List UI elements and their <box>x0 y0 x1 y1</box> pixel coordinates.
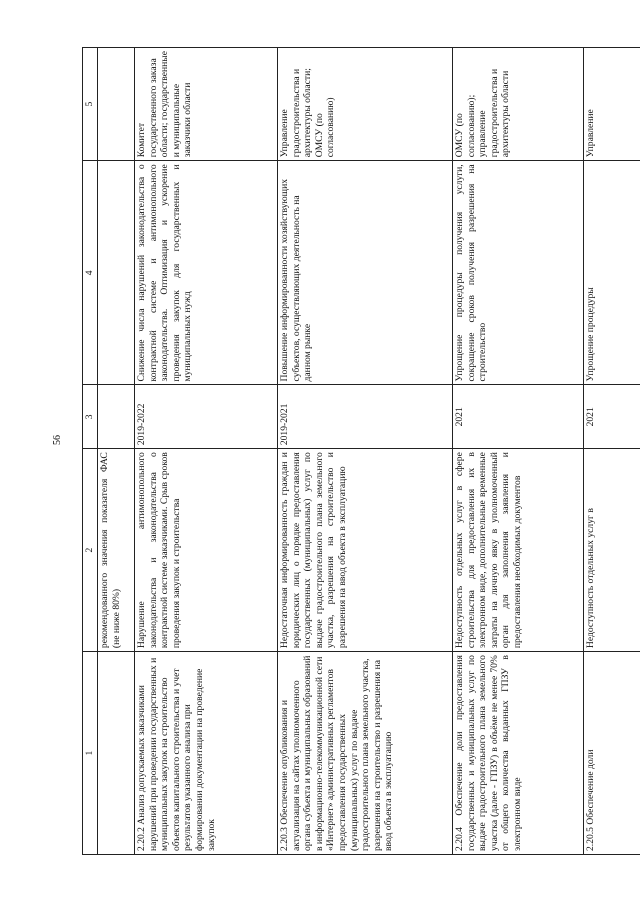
cell-measure: 2.20.2 Анализ допускаемых заказчиками нарушений при проведении государственных и муниципальных закупок на строительство объектов капитального строительства и учет результатов указанного анализа при формировании документации на проведение закупок <box>135 652 278 855</box>
cell-problem: Недоступность отдельных услуг в сфере строительства для предоставления их в электронном виде, дополнительные временные затраты на личную явку в уполномоченный орган для заполнения заявления и предоставления необходимых документов <box>453 449 584 652</box>
cell-result: Снижение числа нарушений законодательства о контрактной системе и антимонопольного законодательства. Оптимизация и ускорение проведения закупок для государственных и муниципальных нужд <box>135 161 278 385</box>
cell-result <box>98 161 135 385</box>
cell-result: Повышение информированности хозяйствующих субъектов, осуществляющих деятельность на данном рынке <box>278 161 453 385</box>
header-cell: 2 <box>83 449 98 652</box>
table-header-row <box>83 48 98 855</box>
cell-measure: 2.20.4 Обеспечение доли предоставления государственных и муниципальных услуг по выдаче градостроительного плана земельного участка (далее - ГПЗУ) в объёме не менее 70% от общего количества выданных ГПЗУ в электронном виде <box>453 652 584 855</box>
cell-period: 2021 <box>584 385 640 449</box>
cell-problem: Недостаточная информированность граждан и юридических лиц о порядке предоставления государственных (муниципальных) услуг по выдаче градостроительного плана земельного участка, разрешения на строительство и разрешения на ввод объекта в эксплуатацию <box>278 449 453 652</box>
cell-period: 2021 <box>453 385 584 449</box>
cell-executor <box>98 48 135 161</box>
table-row <box>278 48 453 855</box>
table-row <box>453 48 584 855</box>
cell-executor: ОМСУ (по согласованию); управление градостроительства и архитектуры области <box>453 48 584 161</box>
cell-period: 2019-2022 <box>135 385 278 449</box>
cell-problem: Недоступность отдельных услуг в <box>584 449 640 652</box>
cell-measure <box>98 652 135 855</box>
table-row <box>98 48 135 855</box>
cell-problem: Нарушение антимонопольного законодательства и законодательства о контрактной системе заказчиками. Срыв сроков проведения закупок и строительства <box>135 449 278 652</box>
table-row <box>135 48 278 855</box>
header-cell: 4 <box>83 161 98 385</box>
cell-period: 2019-2021 <box>278 385 453 449</box>
header-cell: 3 <box>83 385 98 449</box>
rotated-page-content <box>82 47 640 855</box>
measures-table <box>82 47 640 855</box>
cell-executor: Управление градостроительства и архитектуры области; ОМСУ (по согласованию) <box>278 48 453 161</box>
cell-executor: Управление <box>584 48 640 161</box>
header-cell: 5 <box>83 48 98 161</box>
cell-period <box>98 385 135 449</box>
cell-result: Упрощение процедуры получения услуги, сокращение сроков получения разрешения на строительство <box>453 161 584 385</box>
cell-executor: Комитет государственного заказа области; государственные и муниципальные заказчики области <box>135 48 278 161</box>
header-cell: 1 <box>83 652 98 855</box>
table-row <box>584 48 640 855</box>
page-number: 56 <box>52 435 63 445</box>
cell-measure: 2.20.3 Обеспечение опубликования и актуализация на сайтах уполномоченного органа субъекта и муниципальных образований в информационно-телекоммуникационной сети «Интернет» административных регламентов предоставления государственных (муниципальных) услуг по выдаче градостроительного плана земельного участка, разрешения на строительство и разрешения на ввод объекта в эксплуатацию <box>278 652 453 855</box>
cell-problem: рекомендованного значения показателя ФАС (не ниже 80%) <box>98 449 135 652</box>
cell-measure: 2.20.5 Обеспечение доли <box>584 652 640 855</box>
cell-result: Упрощение процедуры <box>584 161 640 385</box>
